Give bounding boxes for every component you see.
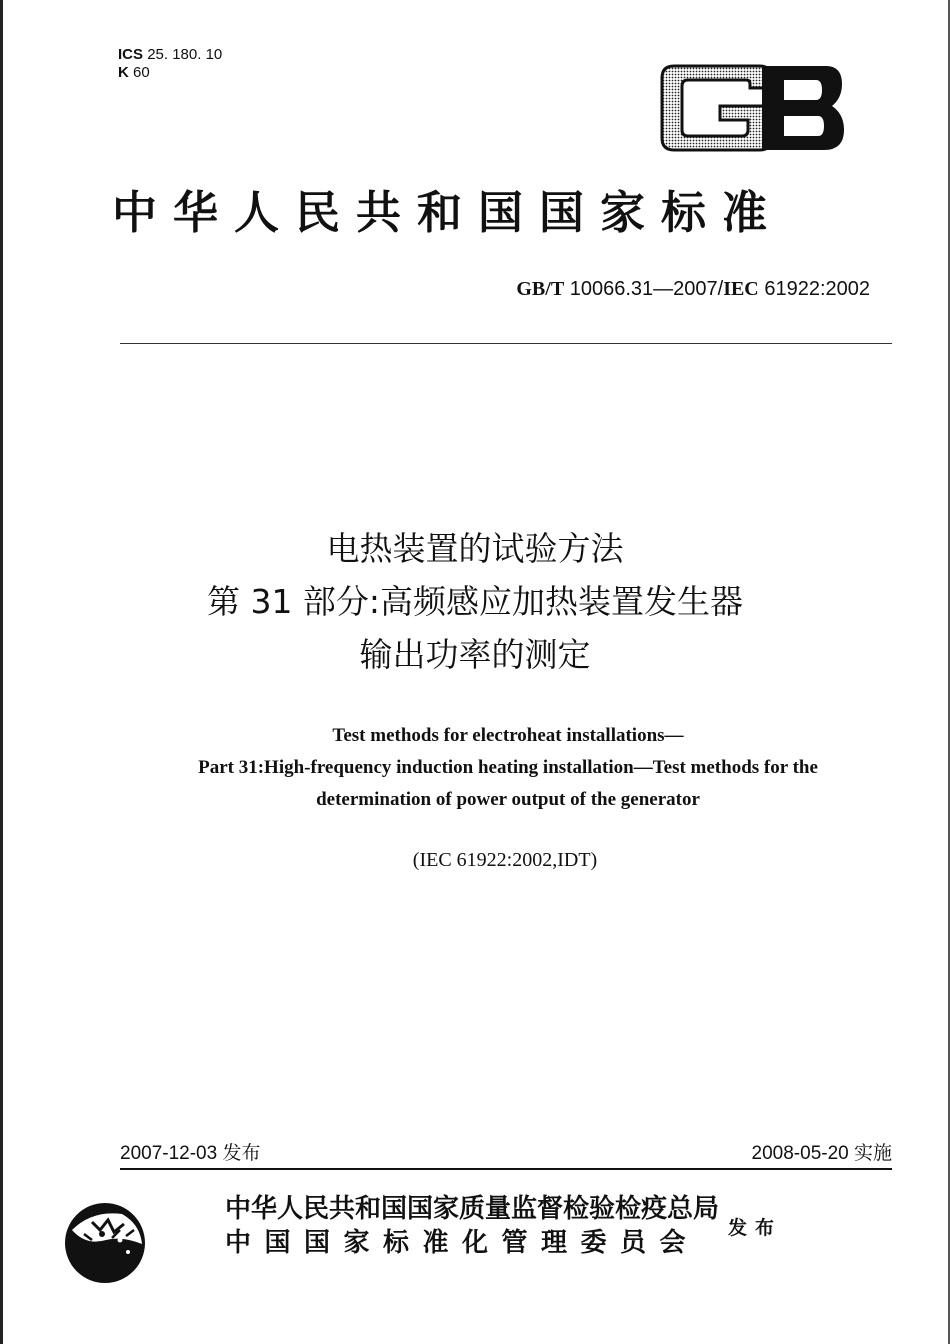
title-en-line-3: determination of power output of the generator [316,789,700,810]
national-standard-title: 中华人民共和国国家标准 [112,186,784,239]
ccs-label: K [118,64,129,81]
title-en-line-1: Test methods for electroheat installations— [332,725,684,746]
header-divider [120,343,892,344]
publishers [225,1192,719,1260]
ics-line [118,46,222,64]
publisher-sac: 中国国家标准化管理委员会 [225,1228,700,1258]
classification-codes [118,46,222,82]
ccs-line [118,64,222,82]
implementation-date: 2008-05-20 实施 [751,1143,892,1164]
standard-number-prefix: GB/T [516,278,565,300]
ics-code: 25. 180. 10 [147,46,223,63]
standard-iec-number: 61922:2002 [764,278,870,300]
title-cn-line-3: 输出功率的测定 [359,635,591,674]
title-cn-line-1: 电热装置的试验方法 [326,529,624,568]
publisher-aqsiq: 中华人民共和国国家质量监督检验检疫总局 [225,1194,720,1224]
footer-divider [120,1168,892,1170]
title-en-line-2: Part 31:High-frequency induction heating installation—Test methods for the [198,757,818,778]
title-cn-line-2: 第 31 部分:高频感应加热装置发生器 [206,582,744,621]
publish-verb: 发布 [728,1217,783,1239]
gb-logo [650,58,850,158]
emblem-icon [62,1200,148,1286]
ics-label: ICS [118,46,144,63]
issue-date: 2007-12-03 发布 [120,1143,261,1164]
document-title-cn [0,522,950,681]
standard-number-value: 10066.31—2007/ [569,278,724,300]
document-title-en [0,720,950,816]
standard-number [516,278,870,301]
standard-iec-prefix: IEC [723,278,759,300]
iec-equivalence: (IEC 61922:2002,IDT) [412,849,598,871]
ccs-code: 60 [133,64,150,81]
